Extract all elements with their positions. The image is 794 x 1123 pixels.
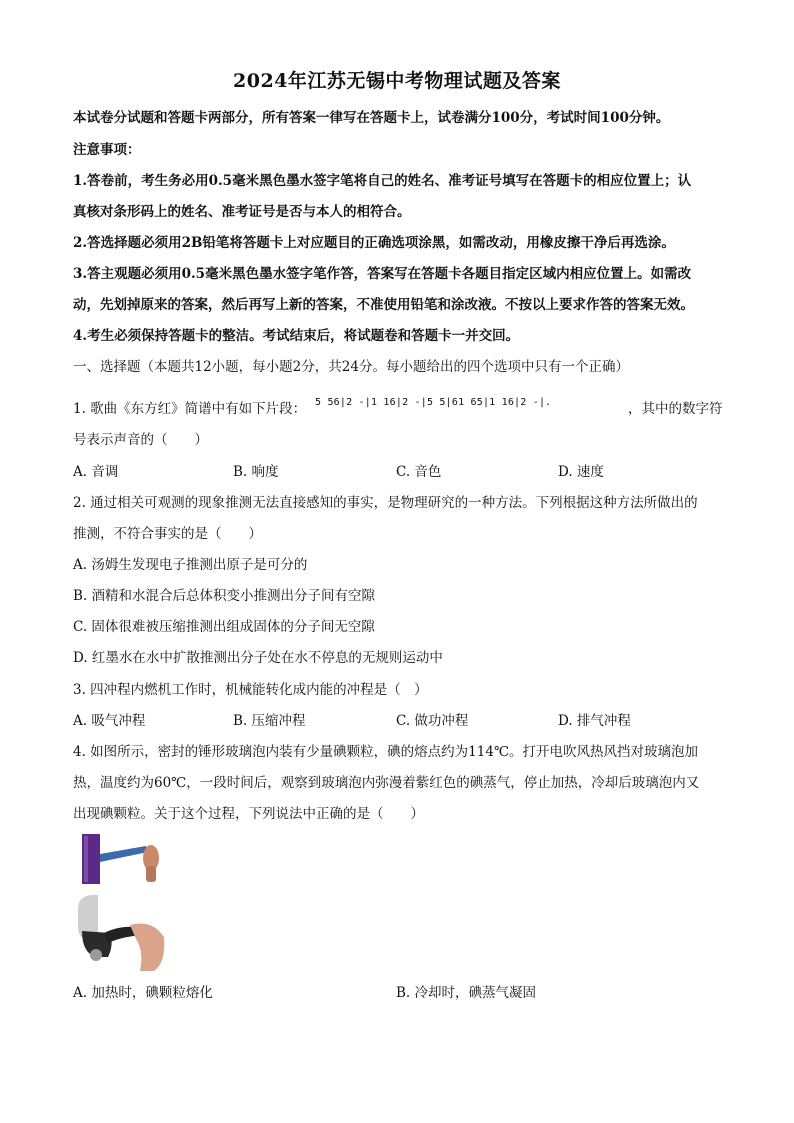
question-4-stem: 热，温度约为60℃，一段时间后，观察到玻璃泡内弥漫着紫红色的碘蒸气，停止加热，冷却后玻璃泡内又	[73, 775, 700, 791]
question-2-stem: 推测，不符合事实的是（ ）	[73, 526, 262, 542]
note-line: 真核对条形码上的姓名、准考证号是否与本人的相符合。	[73, 204, 411, 220]
note-line: 3.答主观题必须用0.5毫米黑色墨水签字笔作答，答案写在答题卡各题目指定区域内相应位置上。如需改	[73, 266, 692, 282]
hand	[130, 924, 164, 972]
dryer-grille	[90, 949, 102, 961]
section-heading: 一、选择题（本题共12小题，每小题2分，共24分。每小题给出的四个选项中只有一个正确）	[73, 359, 629, 375]
question-1-stem: 1. 歌曲《东方红》简谱中有如下片段：	[73, 401, 307, 417]
hand-wrist	[146, 866, 156, 882]
option-b: B. 酒精和水混合后总体积变小推测出分子间有空隙	[73, 588, 376, 604]
option-c: C. 音色	[396, 464, 442, 480]
option-a: A. 加热时，碘颗粒熔化	[73, 985, 213, 1001]
note-line: 4.考生必须保持答题卡的整洁。考试结束后，将试题卷和答题卡一并交回。	[73, 328, 520, 344]
iodine-bulb-figure	[80, 832, 162, 886]
hair-dryer-figure	[74, 893, 168, 973]
page-title: 2024年江苏无锡中考物理试题及答案	[233, 70, 561, 92]
question-4-stem: 出现碘颗粒。关于这个过程，下列说法中正确的是（ ）	[73, 806, 424, 822]
question-4-stem: 4. 如图所示，密封的锤形玻璃泡内装有少量碘颗粒，碘的熔点约为114℃。打开电吹风热风挡对玻璃泡加	[73, 744, 699, 760]
intro-text: 本试卷分试题和答题卡两部分，所有答案一律写在答题卡上，试卷满分100分，考试时间100分钟。	[73, 110, 670, 126]
option-d: D. 速度	[558, 464, 604, 480]
option-d: D. 排气冲程	[558, 713, 631, 729]
question-1-stem: 号表示声音的（ ）	[73, 432, 208, 448]
notice-heading: 注意事项：	[73, 142, 141, 158]
note-line: 1.答卷前，考生务必用0.5毫米黑色墨水签字笔将自己的姓名、准考证号填写在答题卡的相应位置上；认	[73, 173, 692, 189]
option-a: A. 吸气冲程	[73, 713, 146, 729]
bulb-highlight	[84, 836, 88, 882]
option-a: A. 汤姆生发现电子推测出原子是可分的	[73, 557, 308, 573]
bulb-handle	[100, 846, 148, 862]
option-c: C. 固体很难被压缩推测出组成固体的分子间无空隙	[73, 619, 375, 635]
note-line: 动，先划掉原来的答案，然后再写上新的答案，不准使用铅笔和涂改液。不按以上要求作答的答案无效。	[73, 297, 694, 313]
option-d: D. 红墨水在水中扩散推测出分子处在水不停息的无规则运动中	[73, 650, 443, 666]
question-3-stem: 3. 四冲程内燃机工作时，机械能转化成内能的冲程是（ ）	[73, 682, 428, 698]
question-2-stem: 2. 通过相关可观测的现象推测无法直接感知的事实，是物理研究的一种方法。下列根据这种方法所做出的	[73, 495, 698, 511]
question-1-stem-tail: ，其中的数字符	[628, 401, 723, 417]
option-a: A. 音调	[73, 464, 119, 480]
option-b: B. 压缩冲程	[233, 713, 306, 729]
option-c: C. 做功冲程	[396, 713, 469, 729]
note-line: 2.答选择题必须用2B铅笔将答题卡上对应题目的正确选项涂黑，如需改动，用橡皮擦干净后再选涂。	[73, 235, 675, 251]
music-score: 5 56|2 -|1 16|2 -|5 5|61 65|1 16|2 -|.	[315, 397, 552, 408]
option-b: B. 响度	[233, 464, 279, 480]
option-b: B. 冷却时，碘蒸气凝固	[396, 985, 537, 1001]
